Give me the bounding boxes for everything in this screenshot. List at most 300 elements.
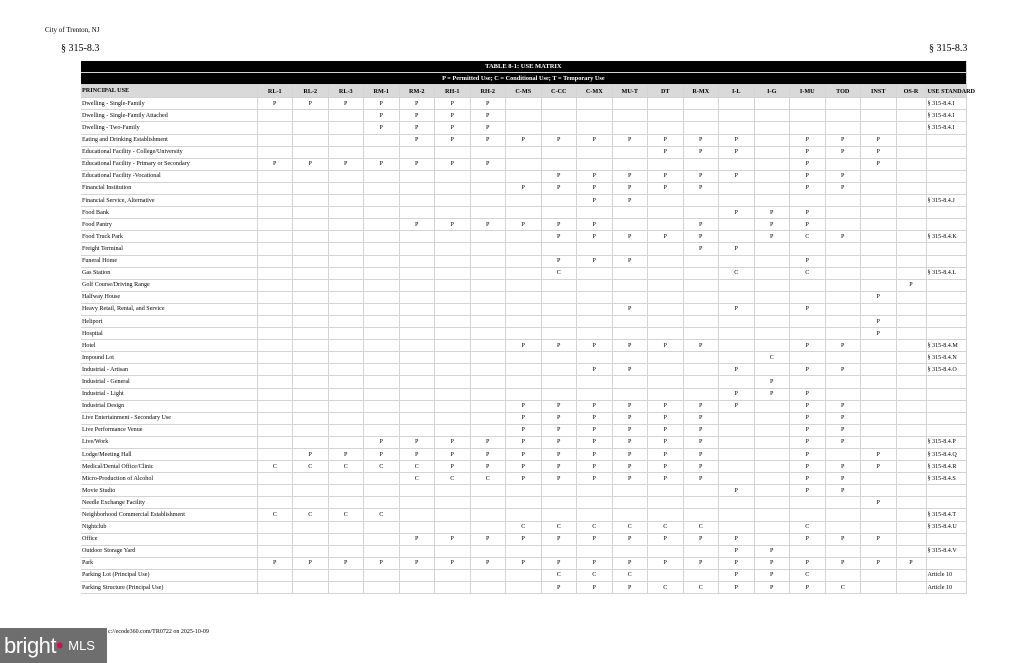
permission-cell (861, 182, 897, 194)
permission-cell: P (790, 182, 826, 194)
permission-cell (719, 195, 755, 207)
table-row (81, 291, 966, 303)
permission-cell: P (754, 376, 790, 388)
permission-cell: P (577, 170, 613, 182)
permission-cell: P (861, 449, 897, 461)
use-standard-cell (926, 533, 966, 545)
table-row (81, 170, 966, 182)
use-standard-cell (926, 291, 966, 303)
permission-cell (825, 291, 861, 303)
permission-cell (399, 364, 435, 376)
permission-cell (754, 485, 790, 497)
permission-cell: P (683, 340, 719, 352)
principal-use-cell: Financial Institution (81, 182, 257, 194)
permission-cell (257, 400, 293, 412)
permission-cell (541, 364, 577, 376)
permission-cell (399, 400, 435, 412)
permission-cell: P (861, 291, 897, 303)
permission-cell: P (683, 219, 719, 231)
permission-cell (435, 291, 471, 303)
permission-cell: P (577, 436, 613, 448)
permission-cell: P (790, 303, 826, 315)
permission-cell: P (506, 182, 542, 194)
permission-cell (399, 412, 435, 424)
permission-cell: C (293, 509, 329, 521)
table-row (81, 110, 966, 122)
permission-cell (470, 291, 506, 303)
table-row (81, 207, 966, 219)
permission-cell (648, 207, 684, 219)
permission-cell: P (506, 436, 542, 448)
permission-cell: P (754, 207, 790, 219)
permission-cell (399, 388, 435, 400)
permission-cell (541, 195, 577, 207)
permission-cell: C (825, 582, 861, 594)
permission-cell: P (825, 146, 861, 158)
table-row (81, 533, 966, 545)
permission-cell: P (790, 424, 826, 436)
permission-cell (470, 364, 506, 376)
permission-cell (754, 110, 790, 122)
permission-cell: P (435, 436, 471, 448)
permission-cell: P (612, 436, 648, 448)
permission-cell (506, 509, 542, 521)
permission-cell: P (683, 182, 719, 194)
permission-cell (825, 315, 861, 327)
permission-cell (896, 255, 926, 267)
permission-cell: P (435, 134, 471, 146)
brightmls-logo (0, 628, 107, 663)
use-standard-cell: § 315-8.4.I (926, 98, 966, 110)
principal-use-cell: Halfway House (81, 291, 257, 303)
permission-cell (861, 243, 897, 255)
permission-cell (719, 424, 755, 436)
permission-cell (790, 545, 826, 557)
principal-use-cell: Live Performance Venue (81, 424, 257, 436)
use-standard-cell: § 315-8.4.U (926, 521, 966, 533)
use-standard-cell (926, 303, 966, 315)
permission-cell (577, 388, 613, 400)
permission-cell (435, 412, 471, 424)
permission-cell: P (364, 557, 400, 569)
permission-cell (435, 231, 471, 243)
permission-cell: P (825, 485, 861, 497)
permission-cell (364, 388, 400, 400)
permission-cell (506, 122, 542, 134)
column-header: RL-1 (257, 85, 293, 98)
permission-cell (825, 195, 861, 207)
permission-cell (257, 195, 293, 207)
permission-cell (754, 195, 790, 207)
permission-cell (861, 352, 897, 364)
permission-cell (470, 412, 506, 424)
permission-cell (648, 279, 684, 291)
permission-cell (470, 207, 506, 219)
permission-cell (861, 279, 897, 291)
permission-cell: P (825, 364, 861, 376)
permission-cell (364, 400, 400, 412)
principal-use-cell: Dwelling - Single-Family Attached (81, 110, 257, 122)
permission-cell (399, 485, 435, 497)
permission-cell (719, 279, 755, 291)
permission-cell: P (825, 170, 861, 182)
permission-cell: P (399, 219, 435, 231)
permission-cell (896, 497, 926, 509)
permission-cell (683, 485, 719, 497)
permission-cell: P (541, 231, 577, 243)
permission-cell (364, 170, 400, 182)
table-row (81, 582, 966, 594)
principal-use-cell: Hospital (81, 328, 257, 340)
use-standard-cell (926, 255, 966, 267)
permission-cell (293, 134, 329, 146)
permission-cell (861, 219, 897, 231)
permission-cell (825, 328, 861, 340)
permission-cell: C (506, 521, 542, 533)
permission-cell (648, 219, 684, 231)
logo-wordmark: bright• (4, 632, 64, 658)
permission-cell (257, 122, 293, 134)
permission-cell (648, 158, 684, 170)
permission-cell (328, 400, 364, 412)
permission-cell (257, 424, 293, 436)
permission-cell (754, 497, 790, 509)
permission-cell (683, 158, 719, 170)
permission-cell (293, 279, 329, 291)
permission-cell (364, 545, 400, 557)
permission-cell (435, 582, 471, 594)
permission-cell (364, 412, 400, 424)
permission-cell (506, 279, 542, 291)
permission-cell: P (541, 424, 577, 436)
permission-cell (683, 255, 719, 267)
permission-cell (293, 497, 329, 509)
permission-cell: P (861, 328, 897, 340)
permission-cell (577, 509, 613, 521)
permission-cell (506, 582, 542, 594)
permission-cell (754, 461, 790, 473)
permission-cell: P (754, 557, 790, 569)
permission-cell (896, 412, 926, 424)
permission-cell: P (825, 436, 861, 448)
table-legend: P = Permitted Use; C = Conditional Use; T = Temporary Use (81, 73, 966, 85)
permission-cell (506, 243, 542, 255)
permission-cell: C (541, 521, 577, 533)
permission-cell (506, 497, 542, 509)
permission-cell (506, 315, 542, 327)
permission-cell (435, 352, 471, 364)
permission-cell (612, 207, 648, 219)
use-standard-cell (926, 182, 966, 194)
permission-cell: P (648, 449, 684, 461)
permission-cell: P (293, 449, 329, 461)
permission-cell (861, 98, 897, 110)
permission-cell (328, 412, 364, 424)
permission-cell: P (861, 315, 897, 327)
permission-cell (612, 352, 648, 364)
permission-cell (506, 98, 542, 110)
permission-cell (364, 207, 400, 219)
permission-cell: P (754, 569, 790, 581)
permission-cell (293, 400, 329, 412)
permission-cell (790, 195, 826, 207)
permission-cell (470, 485, 506, 497)
permission-cell (719, 158, 755, 170)
permission-cell (506, 485, 542, 497)
permission-cell (435, 146, 471, 158)
permission-cell (257, 267, 293, 279)
permission-cell: C (541, 569, 577, 581)
principal-use-cell: Eating and Drinking Establishment (81, 134, 257, 146)
permission-cell: P (328, 449, 364, 461)
principal-use-cell: Dwelling - Single-Family (81, 98, 257, 110)
permission-cell: P (648, 146, 684, 158)
permission-cell (754, 170, 790, 182)
permission-cell (683, 315, 719, 327)
permission-cell (257, 582, 293, 594)
permission-cell (577, 376, 613, 388)
permission-cell (754, 436, 790, 448)
permission-cell (257, 388, 293, 400)
permission-cell: P (790, 146, 826, 158)
permission-cell (364, 243, 400, 255)
permission-cell: P (790, 412, 826, 424)
permission-cell: P (719, 582, 755, 594)
permission-cell: P (612, 473, 648, 485)
permission-cell (754, 122, 790, 134)
permission-cell: P (470, 461, 506, 473)
permission-cell (506, 207, 542, 219)
permission-cell (612, 485, 648, 497)
permission-cell: P (719, 303, 755, 315)
permission-cell (896, 122, 926, 134)
permission-cell (896, 243, 926, 255)
permission-cell (257, 364, 293, 376)
permission-cell: P (719, 400, 755, 412)
permission-cell (293, 315, 329, 327)
permission-cell: P (683, 146, 719, 158)
permission-cell: P (825, 473, 861, 485)
permission-cell: P (861, 557, 897, 569)
permission-cell: P (293, 98, 329, 110)
permission-cell: P (577, 182, 613, 194)
principal-use-cell: Impound Lot (81, 352, 257, 364)
permission-cell (754, 424, 790, 436)
table-row (81, 267, 966, 279)
permission-cell (577, 146, 613, 158)
permission-cell (861, 110, 897, 122)
permission-cell: P (754, 219, 790, 231)
permission-cell (399, 279, 435, 291)
permission-cell (719, 315, 755, 327)
permission-cell: P (683, 473, 719, 485)
permission-cell (435, 315, 471, 327)
permission-cell (435, 376, 471, 388)
permission-cell (896, 340, 926, 352)
permission-cell (364, 279, 400, 291)
permission-cell: P (790, 170, 826, 182)
permission-cell (648, 388, 684, 400)
permission-cell (612, 146, 648, 158)
permission-cell (257, 449, 293, 461)
permission-cell: P (577, 255, 613, 267)
permission-cell: P (683, 461, 719, 473)
permission-cell (825, 255, 861, 267)
principal-use-cell: Parking Lot (Principal Use) (81, 569, 257, 581)
logo-suffix: MLS (68, 638, 95, 653)
permission-cell: P (328, 557, 364, 569)
permission-cell (754, 449, 790, 461)
permission-cell (435, 182, 471, 194)
permission-cell: P (612, 340, 648, 352)
permission-cell (328, 497, 364, 509)
table-row (81, 219, 966, 231)
use-standard-cell (926, 400, 966, 412)
permission-cell: P (790, 449, 826, 461)
use-standard-cell: § 315-8.4.M (926, 340, 966, 352)
principal-use-cell: Industrial - Light (81, 388, 257, 400)
permission-cell (790, 509, 826, 521)
permission-cell: P (470, 158, 506, 170)
permission-cell (612, 509, 648, 521)
table-row (81, 328, 966, 340)
principal-use-cell: Nightclub (81, 521, 257, 533)
permission-cell: P (861, 533, 897, 545)
permission-cell: P (506, 424, 542, 436)
permission-cell: P (435, 158, 471, 170)
permission-cell (825, 219, 861, 231)
permission-cell (364, 231, 400, 243)
permission-cell (328, 545, 364, 557)
permission-cell (825, 497, 861, 509)
use-standard-cell: § 315-8.4.T (926, 509, 966, 521)
permission-cell (399, 328, 435, 340)
permission-cell: P (648, 533, 684, 545)
permission-cell: P (399, 436, 435, 448)
permission-cell (754, 158, 790, 170)
permission-cell (470, 328, 506, 340)
permission-cell (506, 569, 542, 581)
permission-cell (825, 158, 861, 170)
permission-cell: C (257, 509, 293, 521)
permission-cell (683, 364, 719, 376)
permission-cell (861, 170, 897, 182)
permission-cell (719, 376, 755, 388)
permission-cell (577, 279, 613, 291)
permission-cell: P (754, 545, 790, 557)
principal-use-cell: Industrial - Artisan (81, 364, 257, 376)
permission-cell (470, 376, 506, 388)
permission-cell (435, 497, 471, 509)
permission-cell: C (790, 569, 826, 581)
permission-cell (257, 328, 293, 340)
permission-cell (861, 255, 897, 267)
use-standard-cell: § 315-8.4.I (926, 122, 966, 134)
permission-cell: P (577, 582, 613, 594)
permission-cell: P (719, 207, 755, 219)
permission-cell (293, 231, 329, 243)
permission-cell: C (577, 521, 613, 533)
permission-cell (612, 267, 648, 279)
permission-cell: P (683, 170, 719, 182)
permission-cell: P (719, 569, 755, 581)
permission-cell (328, 291, 364, 303)
permission-cell: P (825, 182, 861, 194)
permission-cell: P (541, 412, 577, 424)
table-row (81, 98, 966, 110)
permission-cell (896, 582, 926, 594)
permission-cell (506, 303, 542, 315)
permission-cell: P (364, 436, 400, 448)
permission-cell: C (790, 267, 826, 279)
permission-cell: P (683, 400, 719, 412)
permission-cell: P (541, 219, 577, 231)
permission-cell (861, 545, 897, 557)
permission-cell (435, 569, 471, 581)
permission-cell: P (612, 195, 648, 207)
permission-cell (364, 352, 400, 364)
permission-cell (470, 303, 506, 315)
permission-cell (435, 243, 471, 255)
permission-cell: P (719, 533, 755, 545)
permission-cell (328, 328, 364, 340)
permission-cell: P (506, 533, 542, 545)
permission-cell: P (506, 449, 542, 461)
permission-cell: P (648, 412, 684, 424)
permission-cell (577, 158, 613, 170)
permission-cell (719, 497, 755, 509)
permission-cell (293, 485, 329, 497)
permission-cell: P (293, 158, 329, 170)
permission-cell (896, 182, 926, 194)
permission-cell (328, 255, 364, 267)
permission-cell: P (790, 461, 826, 473)
permission-cell (754, 315, 790, 327)
permission-cell: P (861, 134, 897, 146)
permission-cell (435, 364, 471, 376)
use-standard-cell (926, 328, 966, 340)
permission-cell (506, 291, 542, 303)
permission-cell (577, 110, 613, 122)
permission-cell (435, 485, 471, 497)
permission-cell (399, 509, 435, 521)
permission-cell (328, 533, 364, 545)
permission-cell (896, 388, 926, 400)
permission-cell (790, 279, 826, 291)
permission-cell: P (648, 170, 684, 182)
permission-cell (364, 340, 400, 352)
permission-cell (328, 388, 364, 400)
principal-use-cell: Movie Studio (81, 485, 257, 497)
permission-cell (612, 122, 648, 134)
permission-cell (896, 521, 926, 533)
use-standard-cell (926, 158, 966, 170)
permission-cell (328, 122, 364, 134)
permission-cell (399, 521, 435, 533)
permission-cell: P (506, 134, 542, 146)
permission-cell (825, 303, 861, 315)
permission-cell (470, 315, 506, 327)
permission-cell (399, 231, 435, 243)
permission-cell: P (364, 110, 400, 122)
permission-cell: P (648, 436, 684, 448)
permission-cell (754, 134, 790, 146)
permission-cell: P (399, 449, 435, 461)
permission-cell (896, 219, 926, 231)
permission-cell (435, 509, 471, 521)
column-header: TOD (825, 85, 861, 98)
permission-cell: C (683, 521, 719, 533)
